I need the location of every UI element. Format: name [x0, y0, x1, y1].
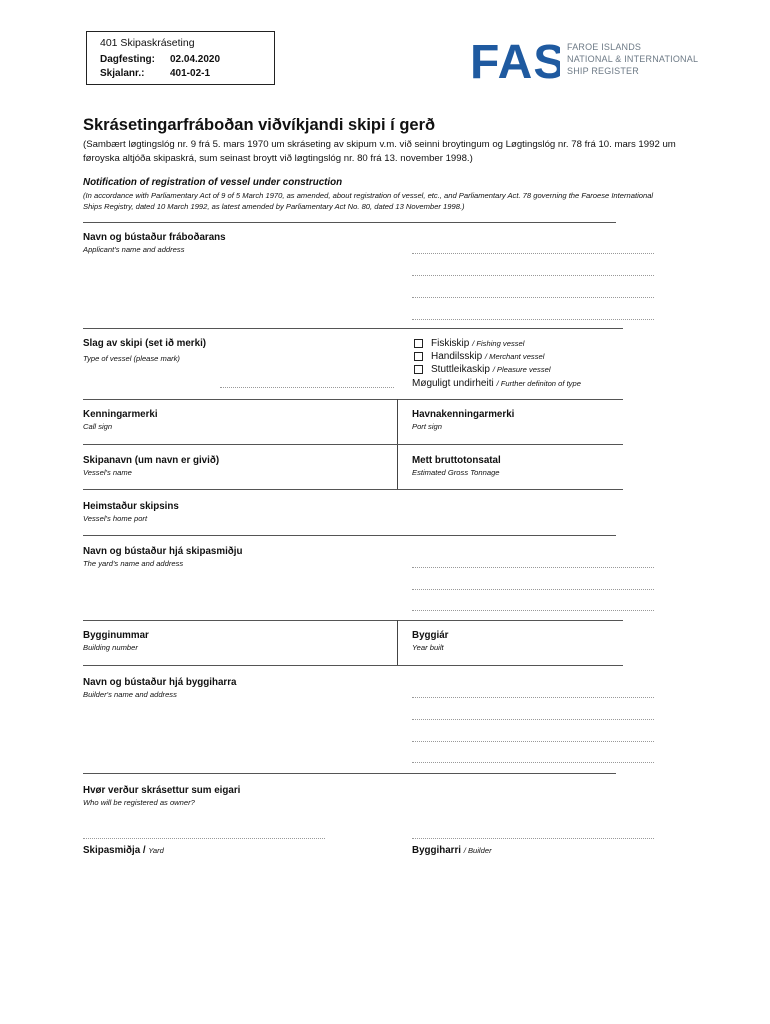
further-type-label: Møguligt undirheiti — [412, 378, 494, 389]
page-title: Skrásetingarfráboðan viðvíkjandi skipi í gerð — [83, 116, 436, 134]
gross-tonnage-label: Mett bruttotonsatal — [412, 455, 501, 466]
vessel-name-sub: Vessel's name — [83, 468, 132, 477]
divider — [83, 399, 623, 400]
date-row — [100, 54, 221, 65]
yard-signature-text: Skipasmiðja / — [83, 845, 146, 856]
divider — [83, 489, 623, 490]
form-title: 401 Skipaskráseting — [100, 37, 195, 49]
callsign-sub: Call sign — [83, 422, 113, 431]
divider — [83, 773, 616, 774]
building-number-sub: Building number — [83, 643, 138, 652]
yard-line-3[interactable] — [412, 610, 654, 611]
applicant-line-2[interactable] — [412, 275, 654, 276]
vessel-type-label: Slag av skipi (set ið merki) — [83, 338, 207, 349]
builder-line-3[interactable] — [412, 741, 654, 742]
applicant-line-1[interactable] — [412, 253, 654, 254]
merchant-vessel-checkbox[interactable] — [414, 352, 423, 361]
home-port-sub: Vessel's home port — [83, 514, 148, 523]
vessel-name-label: Skipanavn (um navn er givið) — [83, 455, 220, 466]
applicant-sub: Applicant's name and address — [83, 245, 185, 254]
document-header-box — [86, 31, 275, 85]
port-sign-sub: Port sign — [412, 422, 442, 431]
building-number-label: Bygginummar — [83, 630, 149, 641]
pleasure-vessel-checkbox[interactable] — [414, 365, 423, 374]
builder-signature-label — [412, 845, 492, 856]
logo-mark: FAS — [470, 38, 560, 84]
fishing-vessel-label: Fiskiskip — [431, 338, 470, 349]
intro-paragraph: (Sambært løgtingslóg nr. 9 frá 5. mars 1970 um skráseting av skipum v.m. við seinni broytingum og Løgtingslóg nr. 78 frá 10. mars 1992 um føroyska altjóða skipaskrá, sum seinast broytt við løgtingslóg nr. 80 frá 13. november 1998.) — [83, 139, 676, 164]
pleasure-vessel-option — [431, 364, 551, 375]
logo-line-3: SHIP REGISTER — [567, 66, 639, 76]
divider — [83, 535, 616, 536]
home-port-label: Heimstaður skipsins — [83, 501, 179, 512]
vessel-type-sub: Type of vessel (please mark) — [83, 354, 180, 363]
builder-line-2[interactable] — [412, 719, 654, 720]
notification-text: (In accordance with Parliamentary Act of 9 of 5 March 1970, as amended, about registration of vessel, etc., and Parliamentary Act. 78 governing the Faroese International Ships Registry, dated 10 March 1992, as latest amended by Parliamentary Act No. 80, dated 13 November 1998.) — [83, 191, 654, 211]
fas-logo — [470, 38, 560, 89]
further-type-option — [412, 378, 581, 389]
builder-line-4[interactable] — [412, 762, 654, 763]
ref-row — [100, 68, 211, 79]
builder-line-1[interactable] — [412, 697, 654, 698]
divider — [83, 620, 623, 621]
divider — [83, 222, 616, 223]
fishing-vessel-option — [431, 338, 524, 349]
applicant-label: Navn og bústaður fráboðarans — [83, 232, 226, 243]
date-value: 02.04.2020 — [170, 54, 221, 65]
owner-label: Hvør verður skrásettur sum eigari — [83, 785, 241, 796]
port-sign-label: Havnakenningarmerki — [412, 409, 515, 420]
pleasure-vessel-label: Stuttleikaskip — [431, 364, 490, 375]
builder-signature-en: / Builder — [463, 846, 492, 855]
applicant-line-3[interactable] — [412, 297, 654, 298]
divider — [83, 328, 623, 329]
builder-signature-text: Byggiharri — [412, 845, 461, 856]
merchant-vessel-label: Handilsskip — [431, 351, 483, 362]
fishing-vessel-checkbox[interactable] — [414, 339, 423, 348]
yard-line-2[interactable] — [412, 589, 654, 590]
fishing-vessel-en: / Fishing vessel — [472, 339, 525, 348]
column-divider — [397, 620, 398, 665]
builder-sub: Builder's name and address — [83, 690, 177, 699]
applicant-line-4[interactable] — [412, 319, 654, 320]
merchant-vessel-en: / Merchant vessel — [484, 352, 545, 361]
further-type-en: / Further definiton of type — [496, 379, 581, 388]
callsign-label: Kenningarmerki — [83, 409, 158, 420]
logo-line-1: FAROE ISLANDS — [567, 42, 642, 52]
pleasure-vessel-en: / Pleasure vessel — [492, 365, 551, 374]
yard-signature-en: Yard — [148, 846, 164, 855]
year-built-label: Byggiár — [412, 630, 449, 641]
divider — [83, 665, 623, 666]
ref-label: Skjalanr.: — [100, 68, 145, 79]
yard-sub: The yard's name and address — [83, 559, 184, 568]
year-built-sub: Year built — [412, 643, 444, 652]
builder-label: Navn og bústaður hjá byggiharra — [83, 677, 237, 688]
logo-line-2: NATIONAL & INTERNATIONAL — [567, 54, 699, 64]
yard-signature-label — [83, 845, 164, 856]
date-label: Dagfesting: — [100, 54, 155, 65]
owner-sub: Who will be registered as owner? — [83, 798, 195, 807]
yard-label: Navn og bústaður hjá skipasmiðju — [83, 546, 243, 557]
ref-value: 401-02-1 — [170, 68, 211, 79]
notification-title: Notification of registration of vessel under construction — [83, 177, 343, 188]
gross-tonnage-sub: Estimated Gross Tonnage — [412, 468, 500, 477]
builder-signature-line[interactable] — [412, 838, 654, 839]
vessel-type-other-line[interactable] — [220, 387, 394, 388]
yard-line-1[interactable] — [412, 567, 654, 568]
merchant-vessel-option — [431, 351, 544, 362]
divider — [83, 444, 623, 445]
logo-text — [567, 41, 698, 77]
yard-signature-line[interactable] — [83, 838, 325, 839]
